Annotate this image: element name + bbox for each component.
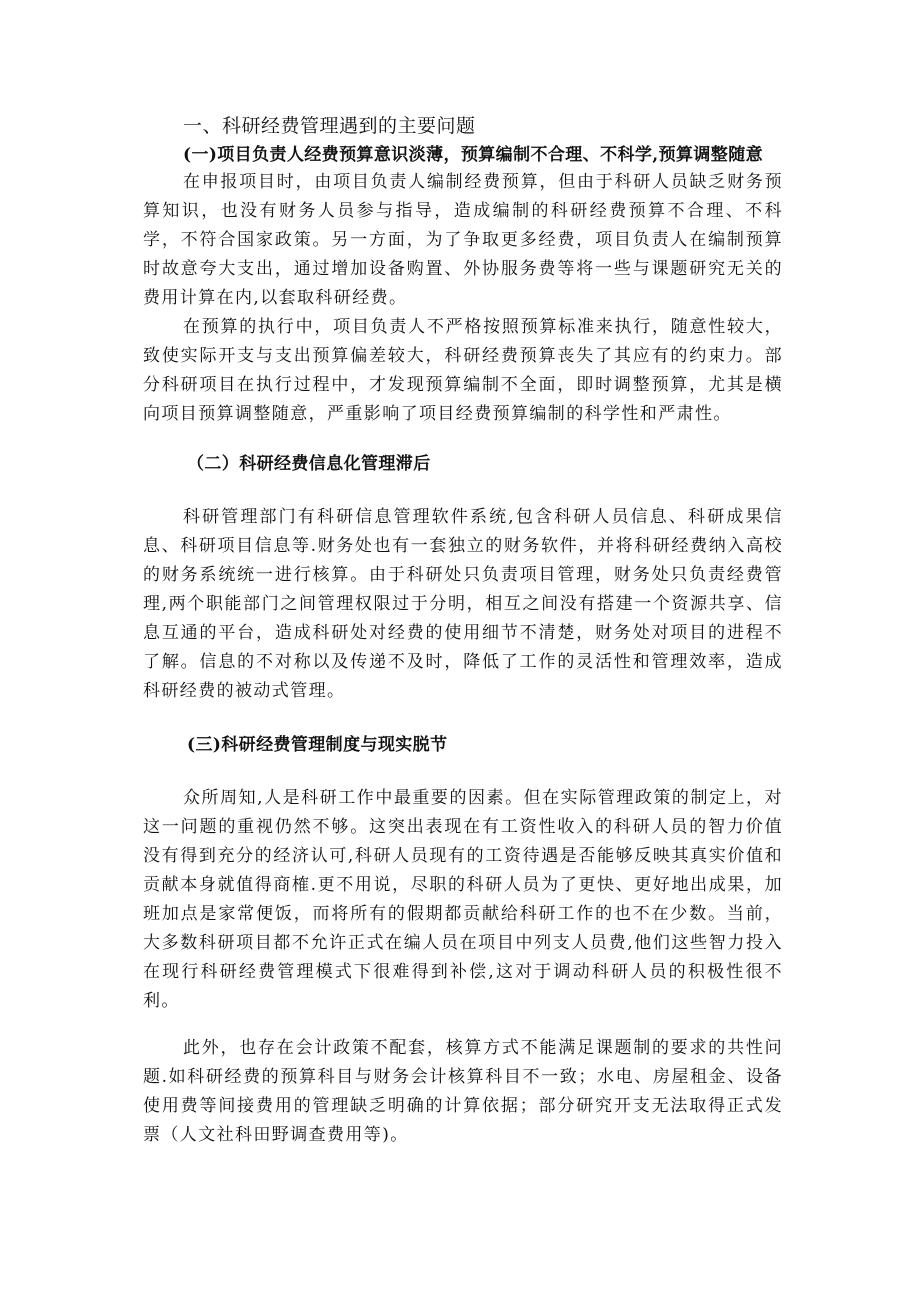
spacer [143,477,783,503]
spacer [143,758,783,784]
spacer [143,429,783,451]
section-3-heading: (三)科研经费管理制度与现实脱节 [187,735,448,755]
section-2-paragraph-1: 科研管理部门有科研信息管理软件系统,包含科研人员信息、科研成果信息、科研项目信息等.财务处也有一套独立的财务软件，并将科研经费纳入高校的财务系统统一进行核算。由于科研处只负责项目管理，财务处只负责经费管理,两个职能部门之间管理权限过于分明，相互之间没有搭建一个资源共享、信息互通的平台，造成科研处对经费的使用细节不清楚，财务处对项目的进程不了解。信息的不对称以及传递不及时，降低了工作的灵活性和管理效率，造成科研经费的被动式管理。 [143,507,783,701]
spacer [143,1016,783,1034]
section-1-heading: (一)项目负责人经费预算意识淡薄，预算编制不合理、不科学,预算调整随意 [183,145,764,165]
section-1-paragraph-2: 在预算的执行中，项目负责人不严格按照预算标准来执行，随意性较大，致使实际开支与支出预算偏差较大，科研经费预算丧失了其应有的约束力。部分科研项目在执行过程中，才发现预算编制不全面，即时调整预算，尤其是横向项目预算调整随意，严重影响了项目经费预算编制的科学性和严肃性。 [143,317,783,424]
document-page [143,110,783,1150]
spacer [143,706,783,732]
section-2-heading: （二）科研经费信息化管理滞后 [187,454,431,474]
section-1-paragraph-1: 在申报项目时，由项目负责人编制经费预算，但由于科研人员缺乏财务预算知识，也没有财务人员参与指导，造成编制的科研经费预算不合理、不科学，不符合国家政策。另一方面，为了争取更多经费，项目负责人在编制预算时故意夸大支出，通过增加设备购置、外协服务费等将一些与课题研究无关的费用计算在内,以套取科研经费。 [143,172,783,308]
document-title: 一、科研经费管理遇到的主要问题 [183,115,476,137]
section-3-paragraph-1: 众所周知,人是科研工作中最重要的因素。但在实际管理政策的制定上，对这一问题的重视仍然不够。这突出表现在有工资性收入的科研人员的智力价值没有得到充分的经济认可,科研人员现有的工资待遇是否能够反映其真实价值和贡献本身就值得商榷.更不用说，尽职的科研人员为了更快、更好地出成果，加班加点是家常便饭，而将所有的假期都贡献给科研工作的也不在少数。当前，大多数科研项目都不允许正式在编人员在项目中列支人员费,他们这些智力投入在现行科研经费管理模式下很难得到补偿,这对于调动科研人员的积极性很不利。 [143,788,783,1011]
section-3-paragraph-2: 此外，也存在会计政策不配套，核算方式不能满足课题制的要求的共性问题.如科研经费的预算科目与财务会计核算科目不一致；水电、房屋租金、设备使用费等间接费用的管理缺乏明确的计算依据；部分研究开支无法取得正式发票（人文社科田野调查费用等)。 [143,1038,783,1145]
